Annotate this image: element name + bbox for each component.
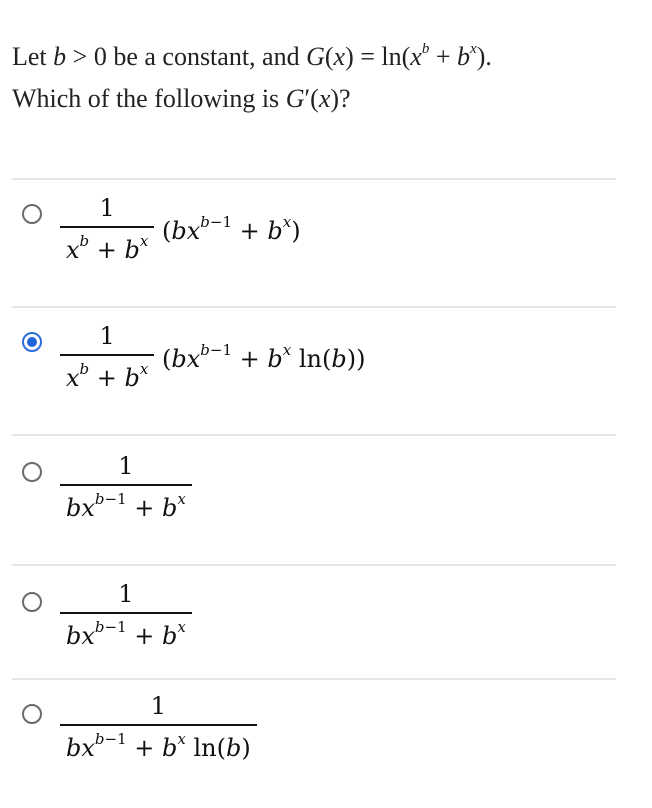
choice-3-denominator: $bx^{b-1} + b^x$ <box>60 484 192 522</box>
radio-choice-3[interactable] <box>22 462 42 482</box>
choice-1-trailing: $(bx^{b-1} + b^x)$ <box>162 213 301 245</box>
choice-1-numerator: 1 <box>99 194 115 222</box>
choice-1[interactable] <box>12 178 616 308</box>
choice-2-denominator: $x^b + b^x$ <box>60 354 154 392</box>
question-text <box>12 28 632 120</box>
choice-5-denominator: $bx^{b-1} + b^x$ ln(b) <box>60 724 257 762</box>
choice-1-fraction <box>60 194 154 264</box>
choice-5[interactable] <box>12 678 616 804</box>
choice-2-trailing: ($bx^{b-1} + b^x$ ln(b)) <box>162 341 366 373</box>
choice-3-numerator: 1 <box>118 452 134 480</box>
choice-1-expression <box>60 194 301 264</box>
choice-2[interactable] <box>12 306 616 436</box>
choice-1-denominator: $x^b + b^x$ <box>60 226 154 264</box>
choice-4-numerator: 1 <box>118 580 134 608</box>
choice-4-denominator: $bx^{b-1} + b^x$ <box>60 612 192 650</box>
choice-3-fraction <box>60 452 192 522</box>
choice-3-expression <box>60 452 192 522</box>
radio-choice-5[interactable] <box>22 704 42 724</box>
choice-5-numerator: 1 <box>150 692 166 720</box>
question-line-1: Let b > 0 be a constant, and $G(x) = \ln(x^b + b^x)$. <box>12 41 492 71</box>
radio-choice-1[interactable] <box>22 204 42 224</box>
radio-choice-2[interactable] <box>22 332 42 352</box>
choice-2-numerator: 1 <box>99 322 115 350</box>
choice-2-expression <box>60 322 365 392</box>
question-line-2: Which of the following is G′(x)? <box>12 84 351 113</box>
choice-2-fraction <box>60 322 154 392</box>
radio-choice-4[interactable] <box>22 592 42 612</box>
choice-4-fraction <box>60 580 192 650</box>
choice-4[interactable] <box>12 564 616 680</box>
choice-4-expression <box>60 580 192 650</box>
choice-3[interactable] <box>12 434 616 566</box>
choice-5-fraction <box>60 692 257 762</box>
choice-5-expression <box>60 692 257 762</box>
